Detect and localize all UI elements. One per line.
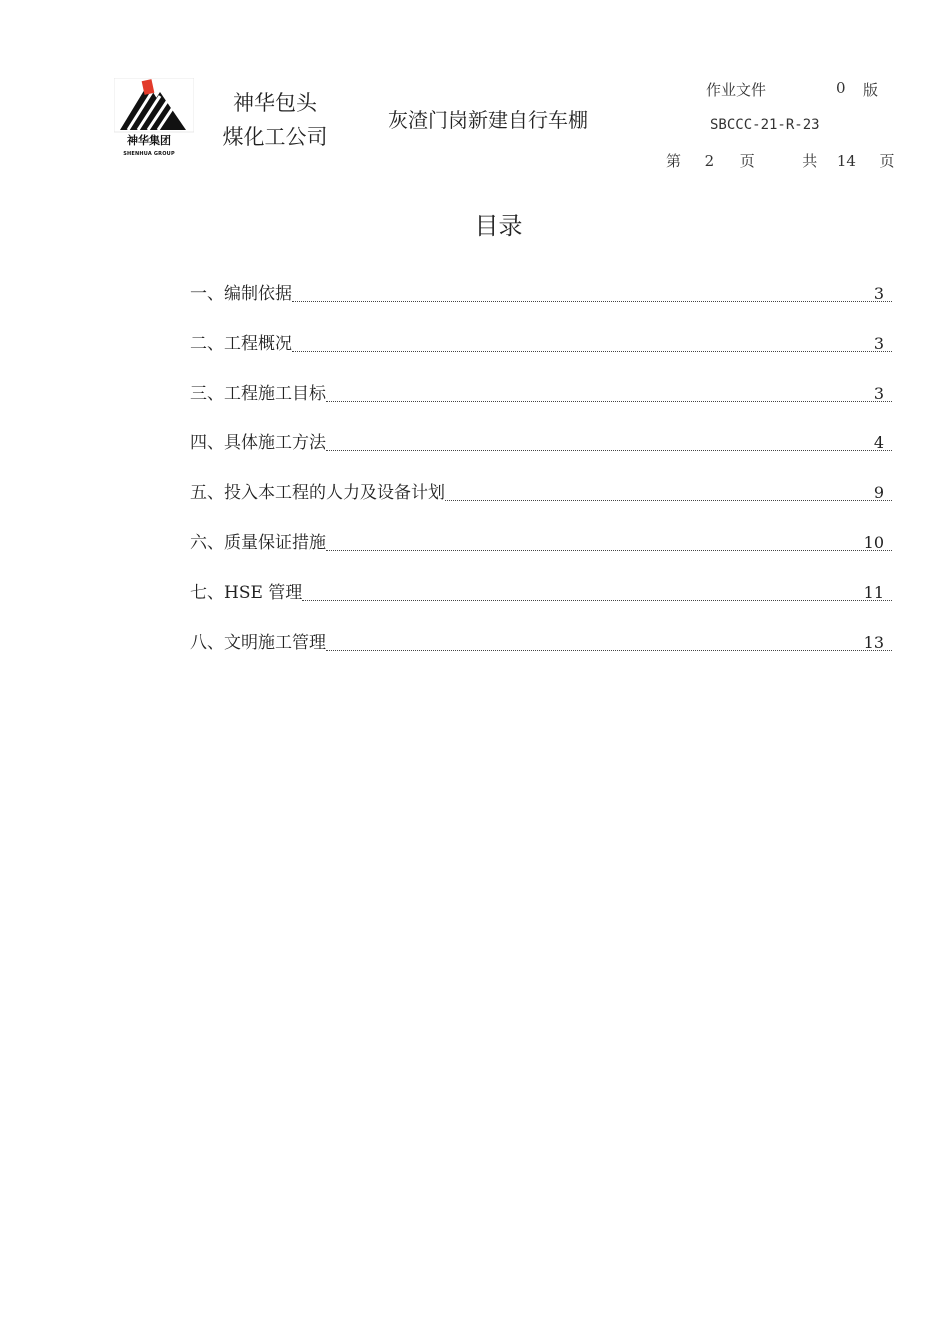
- toc-entry-page: 9: [873, 483, 884, 503]
- shenhua-logo: [114, 78, 194, 160]
- page-indicator: [666, 150, 895, 171]
- toc-entry[interactable]: [190, 382, 892, 432]
- toc-entry-page: 4: [873, 433, 884, 453]
- toc-entry[interactable]: [190, 332, 892, 382]
- toc-entry[interactable]: [190, 431, 892, 481]
- toc-leader-dots: [326, 382, 892, 406]
- toc-entry-page: 13: [863, 632, 884, 652]
- document-title: 灰渣门岗新建自行车棚: [388, 108, 588, 132]
- toc-entry[interactable]: [190, 581, 892, 631]
- table-of-contents: [190, 282, 892, 680]
- toc-entry-label: 七、HSE 管理: [190, 582, 303, 603]
- doc-code: SBCCC-21-R-23: [710, 117, 820, 133]
- toc-entry-label: 六、质量保证措施: [190, 532, 326, 553]
- version-number: 0: [836, 79, 846, 97]
- page-prefix: 第: [666, 152, 682, 170]
- company-name-line1: 神华包头: [233, 91, 317, 115]
- toc-entry-label: 三、工程施工目标: [190, 383, 326, 404]
- toc-entry-page: 10: [863, 532, 884, 552]
- doc-type: 作业文件: [706, 81, 767, 99]
- toc-entry-label: 八、文明施工管理: [190, 632, 326, 653]
- toc-leader-dots: [292, 282, 892, 306]
- mountain-logo-icon: [114, 78, 194, 134]
- company-name: [210, 86, 340, 154]
- toc-heading: 目录: [474, 212, 523, 240]
- logo-name-en: SHENHUA GROUP: [123, 151, 175, 157]
- toc-entry[interactable]: [190, 531, 892, 581]
- toc-leader-dots: [326, 431, 892, 455]
- toc-entry[interactable]: [190, 282, 892, 332]
- page-current: 2: [704, 152, 715, 170]
- toc-entry-page: 3: [873, 383, 884, 403]
- toc-entry-page: 11: [863, 582, 884, 602]
- company-name-line2: 煤化工公司: [222, 125, 328, 149]
- toc-entry-page: 3: [873, 284, 884, 303]
- version-unit: 版: [863, 81, 879, 99]
- toc-entry-label: 五、投入本工程的人力及设备计划: [190, 483, 445, 504]
- toc-entry[interactable]: [190, 631, 892, 681]
- toc-leader-dots: [326, 631, 892, 655]
- toc-entry-label: 二、工程概况: [190, 333, 292, 354]
- total-unit: 页: [879, 152, 895, 170]
- page-total: 14: [836, 152, 856, 170]
- toc-leader-dots: [326, 531, 892, 555]
- toc-leader-dots: [302, 581, 892, 605]
- toc-entry[interactable]: [190, 481, 892, 531]
- toc-leader-dots: [445, 481, 892, 505]
- total-prefix: 共: [802, 152, 818, 170]
- toc-entry-page: 3: [873, 333, 884, 353]
- toc-entry-label: 四、具体施工方法: [190, 433, 326, 454]
- logo-name-cn: 神华集团: [127, 134, 171, 147]
- toc-leader-dots: [292, 332, 892, 356]
- toc-entry-label: 一、编制依据: [190, 284, 292, 304]
- page-unit: 页: [739, 152, 755, 170]
